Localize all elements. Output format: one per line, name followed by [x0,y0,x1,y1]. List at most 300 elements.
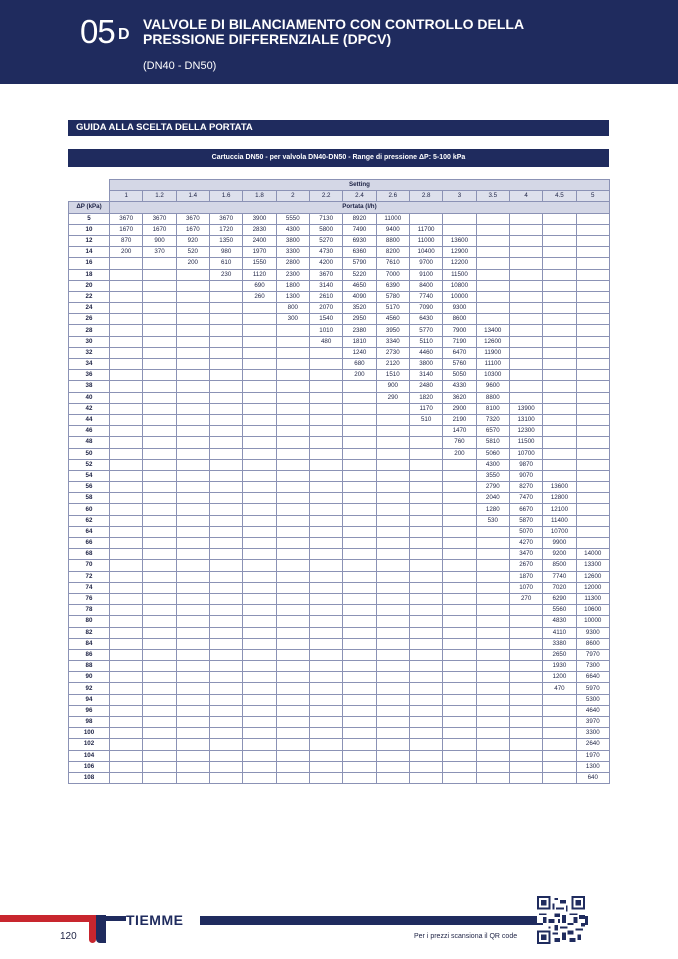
table-row [69,694,610,705]
flow-cell [209,291,242,302]
flow-cell: 7320 [476,414,509,425]
flow-cell: 470 [543,683,576,694]
flow-cell: 7970 [576,649,609,660]
flow-cell [476,750,509,761]
flow-cell [509,336,542,347]
flow-cell [509,280,542,291]
table-header-row [69,180,610,191]
flow-cell [543,392,576,403]
flow-cell: 680 [343,359,376,370]
flow-cell [443,772,476,783]
flow-cell [543,269,576,280]
flow-cell: 3300 [276,247,309,258]
flow-cell [243,336,276,347]
table-row [69,638,610,649]
table-row [69,627,610,638]
flow-cell [143,403,176,414]
flow-cell: 12200 [443,258,476,269]
flow-cell [143,694,176,705]
page-header [0,0,678,84]
dp-cell: 82 [69,627,110,638]
flow-cell: 260 [243,291,276,302]
flow-cell [343,549,376,560]
flow-cell [276,381,309,392]
flow-cell [576,504,609,515]
flow-cell: 12100 [543,504,576,515]
flow-cell [110,661,143,672]
flow-cell [476,739,509,750]
flow-cell [443,761,476,772]
flow-cell: 7740 [543,571,576,582]
flow-cell: 2730 [376,347,409,358]
flow-cell [376,437,409,448]
flow-cell [176,470,209,481]
flow-cell: 1820 [409,392,442,403]
dp-cell: 72 [69,571,110,582]
flow-cell: 370 [143,247,176,258]
flow-cell [576,359,609,370]
table-row [69,459,610,470]
flow-cell: 7190 [443,336,476,347]
flow-cell [543,213,576,224]
flow-cell [509,649,542,660]
flow-cell [509,761,542,772]
flow-cell [443,482,476,493]
flow-cell [143,347,176,358]
flow-cell [276,739,309,750]
flow-cell [343,683,376,694]
flow-cell [143,560,176,571]
flow-cell [110,705,143,716]
table-row [69,661,610,672]
flow-cell: 5220 [343,269,376,280]
flow-cell [376,717,409,728]
flow-cell [276,448,309,459]
flow-cell [576,538,609,549]
flow-cell [309,381,342,392]
flow-cell: 1300 [576,761,609,772]
flow-cell [143,661,176,672]
page-title [143,17,563,47]
flow-cell [176,638,209,649]
flow-cell [476,593,509,604]
flow-cell [110,493,143,504]
flow-cell [343,705,376,716]
flow-cell [543,359,576,370]
flow-cell [376,571,409,582]
flow-cell [509,638,542,649]
flow-cell: 3620 [443,392,476,403]
flow-cell [209,381,242,392]
flow-cell [543,728,576,739]
dp-cell: 62 [69,515,110,526]
flow-cell: 6290 [543,593,576,604]
dp-cell: 56 [69,482,110,493]
setting-value: 4 [509,191,542,202]
flow-cell [209,403,242,414]
flow-cell [209,605,242,616]
flow-cell [176,705,209,716]
flow-cell [343,538,376,549]
flow-cell [509,627,542,638]
flow-cell [509,717,542,728]
flow-cell [243,649,276,660]
flow-cell [309,750,342,761]
flow-cell [110,258,143,269]
flow-cell [243,616,276,627]
table-row [69,448,610,459]
flow-cell: 5170 [376,303,409,314]
flow-cell [209,493,242,504]
flow-cell [509,381,542,392]
flow-cell [110,605,143,616]
flow-cell [309,538,342,549]
flow-cell: 10600 [576,605,609,616]
flow-cell [543,303,576,314]
flow-cell [509,359,542,370]
flow-cell [409,549,442,560]
flow-cell [209,359,242,370]
flow-cell [243,493,276,504]
flow-cell [543,224,576,235]
flow-cell [209,303,242,314]
flow-cell [110,280,143,291]
flow-cell [176,616,209,627]
flow-cell [276,772,309,783]
flow-cell [209,526,242,537]
flow-cell: 2300 [276,269,309,280]
flow-cell [476,560,509,571]
flow-cell [110,638,143,649]
flow-cell [110,549,143,560]
dp-cell: 98 [69,717,110,728]
flow-cell [376,683,409,694]
flow-cell [176,414,209,425]
flow-cell: 7090 [409,303,442,314]
flow-cell [209,426,242,437]
flow-cell [443,649,476,660]
flow-cell [309,761,342,772]
flow-cell [309,526,342,537]
flow-cell: 5760 [443,359,476,370]
flow-cell [443,493,476,504]
flow-cell [110,515,143,526]
flow-cell [143,370,176,381]
table-row [69,258,610,269]
flow-cell: 4300 [476,459,509,470]
flow-cell [409,694,442,705]
flow-cell [309,392,342,403]
flow-cell [343,739,376,750]
flow-cell [209,661,242,672]
flow-cell [543,717,576,728]
flow-cell: 1810 [343,336,376,347]
table-row [69,224,610,235]
flow-cell [209,437,242,448]
flow-cell: 5560 [543,605,576,616]
flow-cell: 200 [176,258,209,269]
flow-cell [376,426,409,437]
flow-cell [543,325,576,336]
flow-cell [143,649,176,660]
dp-cell: 84 [69,638,110,649]
flow-cell [576,526,609,537]
dp-cell: 14 [69,247,110,258]
setting-value: 3 [443,191,476,202]
flow-cell: 10700 [543,526,576,537]
flow-cell [176,381,209,392]
flow-cell: 11100 [476,359,509,370]
table-row [69,403,610,414]
flow-cell [509,772,542,783]
flow-cell [376,739,409,750]
flow-cell [209,280,242,291]
dp-cell: 28 [69,325,110,336]
flow-cell [243,392,276,403]
flow-cell: 4300 [276,224,309,235]
flow-cell [143,470,176,481]
flow-cell [209,694,242,705]
flow-cell [276,370,309,381]
flow-cell [276,470,309,481]
flow-cell [409,470,442,481]
table-row [69,672,610,683]
flow-cell [443,593,476,604]
flow-cell [110,470,143,481]
flow-cell: 230 [209,269,242,280]
flow-cell [409,605,442,616]
flow-cell [110,414,143,425]
flow-cell [176,661,209,672]
flow-cell [110,291,143,302]
flow-cell [343,593,376,604]
table-row [69,370,610,381]
footer-navy-hook [96,915,106,943]
flow-cell [143,448,176,459]
flow-cell [176,593,209,604]
flow-cell [576,493,609,504]
flow-cell: 7490 [343,224,376,235]
flow-cell [276,717,309,728]
setting-value: 1.4 [176,191,209,202]
flow-cell [309,370,342,381]
dp-cell: 18 [69,269,110,280]
flow-cell [509,213,542,224]
flow-cell [276,672,309,683]
flow-cell: 3670 [209,213,242,224]
flow-cell [543,448,576,459]
flow-cell [543,336,576,347]
flow-cell [376,694,409,705]
flow-cell [443,728,476,739]
flow-cell [576,515,609,526]
dp-cell: 22 [69,291,110,302]
flow-cell [343,627,376,638]
flow-cell [343,414,376,425]
flow-cell [409,761,442,772]
flow-cell [476,291,509,302]
flow-cell [409,649,442,660]
flow-cell [276,392,309,403]
setting-values-row [69,191,610,202]
flow-cell [143,269,176,280]
flow-cell [243,459,276,470]
flow-cell [409,571,442,582]
flow-cell [143,426,176,437]
flow-cell [176,280,209,291]
flow-cell: 5550 [276,213,309,224]
flow-cell [576,258,609,269]
flow-cell [243,437,276,448]
flow-cell [409,627,442,638]
qr-caption: Per i prezzi scansiona il QR code [414,933,518,940]
flow-cell: 2070 [309,303,342,314]
flow-cell: 610 [209,258,242,269]
flow-cell [110,303,143,314]
flow-cell: 11400 [543,515,576,526]
flow-cell [376,549,409,560]
dp-cell: 100 [69,728,110,739]
table-row [69,347,610,358]
flow-cell [409,672,442,683]
flow-cell [176,336,209,347]
flow-cell: 1240 [343,347,376,358]
flow-cell [309,605,342,616]
flow-cell [376,515,409,526]
flow-cell [476,605,509,616]
flow-cell: 200 [343,370,376,381]
flow-cell [176,627,209,638]
qr-code-icon[interactable] [537,896,585,944]
flow-cell [476,683,509,694]
flow-cell: 480 [309,336,342,347]
flow-cell [443,627,476,638]
dp-cell: 20 [69,280,110,291]
flow-cell [476,314,509,325]
flow-cell [509,258,542,269]
flow-cell: 1300 [276,291,309,302]
flow-cell: 6570 [476,426,509,437]
flow-cell [309,582,342,593]
flow-cell [476,280,509,291]
flow-cell [176,772,209,783]
section-heading: GUIDA ALLA SCELTA DELLA PORTATA [76,122,253,133]
flow-cell [209,739,242,750]
flow-cell: 11700 [409,224,442,235]
flow-cell [176,560,209,571]
flow-cell [209,761,242,772]
flow-cell [443,560,476,571]
flow-cell [176,728,209,739]
flow-cell: 2950 [343,314,376,325]
flow-cell [443,661,476,672]
flow-cell [376,672,409,683]
flow-cell [243,359,276,370]
flow-cell [343,426,376,437]
flow-cell [110,336,143,347]
flow-cell: 4200 [309,258,342,269]
flow-cell [110,347,143,358]
flow-cell [209,538,242,549]
flow-cell: 7300 [576,661,609,672]
flow-cell [110,459,143,470]
flow-cell [476,247,509,258]
flow-cell [476,661,509,672]
flow-cell [209,683,242,694]
flow-cell [576,403,609,414]
flow-cell: 4830 [543,616,576,627]
flow-cell: 3670 [143,213,176,224]
flow-cell [376,627,409,638]
flow-cell: 8800 [476,392,509,403]
table-row [69,549,610,560]
flow-cell [110,482,143,493]
flow-cell: 4730 [309,247,342,258]
table-row [69,705,610,716]
flow-cell: 6390 [376,280,409,291]
flow-cell: 1970 [243,247,276,258]
flow-cell [176,683,209,694]
flow-cell [176,739,209,750]
flow-cell [110,571,143,582]
flow-cell [209,515,242,526]
flow-cell [176,582,209,593]
table-row [69,605,610,616]
flow-cell: 11300 [576,593,609,604]
flow-cell [543,426,576,437]
flow-cell [543,414,576,425]
flow-cell [176,325,209,336]
table-row [69,560,610,571]
flow-cell: 11900 [476,347,509,358]
flow-cell [143,672,176,683]
flow-cell [176,694,209,705]
flow-cell [143,761,176,772]
flow-cell [209,482,242,493]
header-corner [69,180,110,191]
flow-cell: 4330 [443,381,476,392]
flow-cell [110,739,143,750]
flow-cell [376,728,409,739]
flow-cell [176,459,209,470]
flow-cell [376,605,409,616]
dp-cell: 10 [69,224,110,235]
flow-cell: 8500 [543,560,576,571]
table-row [69,269,610,280]
flow-cell [176,717,209,728]
flow-cell [176,482,209,493]
flow-cell [343,403,376,414]
flow-cell [509,247,542,258]
flow-cell [276,683,309,694]
flow-cell [343,515,376,526]
flow-cell [543,403,576,414]
flow-cell: 11500 [443,269,476,280]
flow-cell [543,381,576,392]
flow-cell [143,303,176,314]
flow-cell: 1470 [443,426,476,437]
table-row [69,235,610,246]
flow-cell [409,739,442,750]
flow-cell [509,370,542,381]
flow-cell: 870 [110,235,143,246]
flow-cell [276,538,309,549]
dp-cell: 46 [69,426,110,437]
flow-cell [576,448,609,459]
flow-cell [576,224,609,235]
flow-cell [243,627,276,638]
flow-cell [509,392,542,403]
